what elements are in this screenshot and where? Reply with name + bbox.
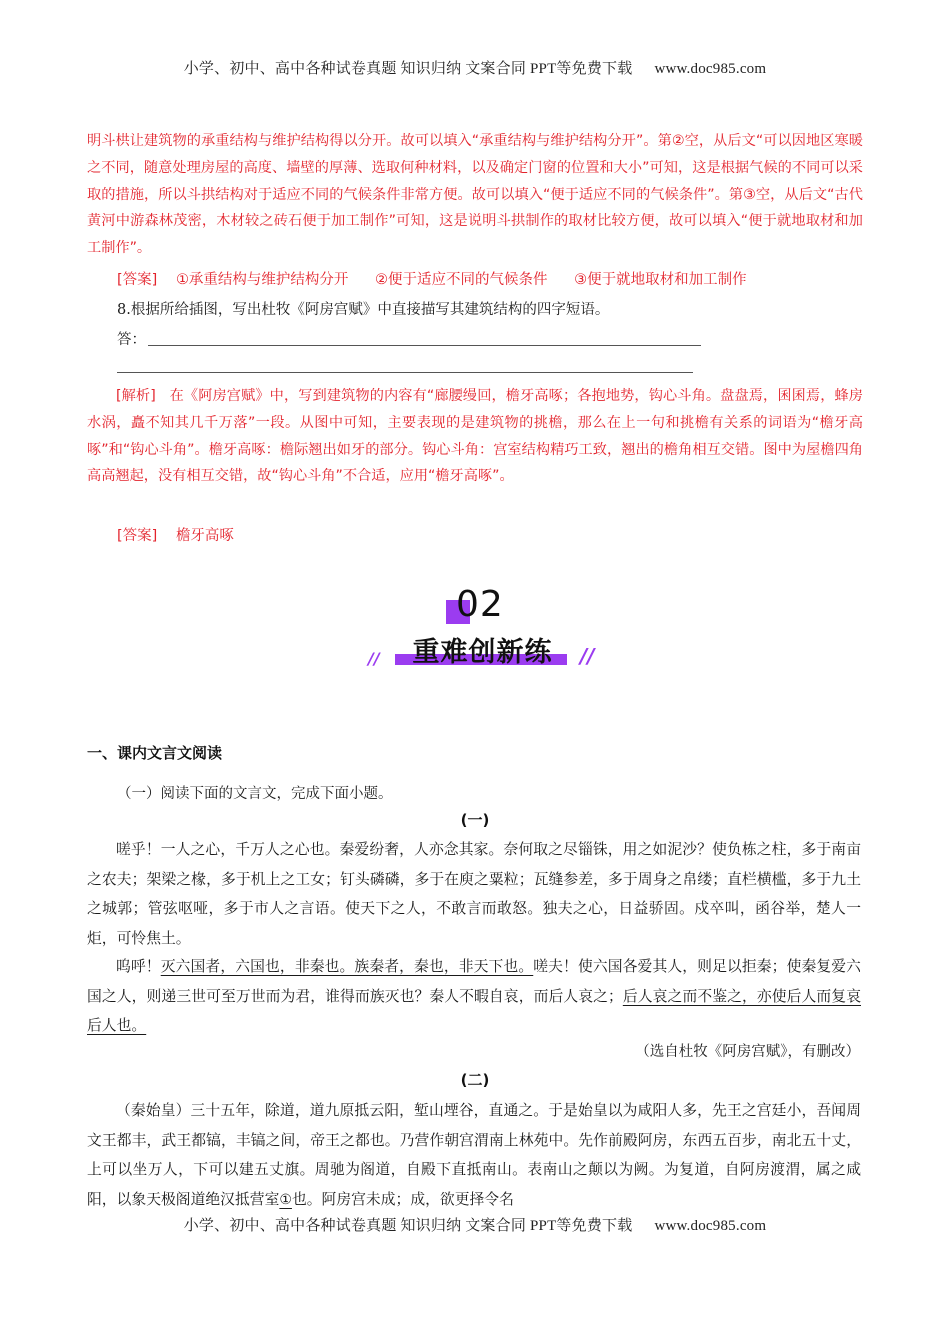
underlined-sentence-2: 后人哀之而不鉴之，亦使后人而复哀后人也。 [87, 987, 861, 1034]
decorative-slash-icon: // [368, 649, 380, 668]
q8-answer-prefix: 答： [117, 332, 146, 348]
header-text: 小学、初中、高中各种试卷真题 知识归纳 文案合同 PPT等免费下载 [183, 61, 633, 77]
q7-analysis-continued: 明斗栱让建筑物的承重结构与维护结构得以分开。故可以填入“承重结构与维护结构分开”。第②空，从后文“可以因地区寒暖之不同，随意处理房屋的高度、墙壁的厚薄、选取何种材料，以及确定门窗的位置和大小”可知，这是根据气候的不同可以采取的措施，所以斗拱结构对于适应不同的气候条件非常方便。故可以填入“便于适应不同的气候条件”。第③空，从后文“古代黄河中游森林茂密，木材较之砖石便于加工制作”可知，这是说明斗拱制作的取材比较方便，故可以填入“便于就地取材和加工制作”。 [87, 133, 863, 257]
q8-analysis [87, 383, 863, 490]
q8-answer [117, 524, 234, 545]
answer-blank-line-2[interactable] [117, 372, 693, 373]
passage-1-paragraph-2 [87, 952, 861, 1041]
passage-2-paragraph-1 [87, 1096, 861, 1215]
analysis-text: 在《阿房宫赋》中，写到建筑物的内容有“廊腰缦回，檐牙高啄；各抱地势，钩心斗角。盘盘焉，囷囷焉，蜂房水涡，矗不知其几千万落”一段。从图中可知，主要表现的是建筑物的挑檐，那么在上一句和挑檐有关系的词语为“檐牙高啄”和“钩心斗角”。檐牙高啄：檐际翘出如牙的部分。钩心斗角：宫室结构精巧工致，翘出的檐角相互交错。图中为屋檐四角高高翘起，没有相互交错，故“钩心斗角”不合适，应用“檐牙高啄”。 [87, 388, 863, 485]
passage-1-title: (一) [460, 811, 490, 829]
text-segment: 嗟夫！使六国各爱其人，则足以拒秦；使秦复爱六国之人，则递三世可至万世而为君，谁得而族灭也？秦人不暇自哀，而后人哀之； [87, 958, 861, 1005]
q7-answer [117, 268, 747, 289]
footer-text: 小学、初中、高中各种试卷真题 知识归纳 文案合同 PPT等免费下载 [183, 1218, 633, 1234]
text-segment: 也。阿房宫未成；成，欲更择令名 [291, 1190, 514, 1208]
section-heading: 一、课内文言文阅读 [87, 744, 223, 762]
footer-site-link[interactable]: www.doc985.com [654, 1218, 767, 1234]
section-title: 重难创新练 [412, 637, 553, 668]
page-header [0, 57, 950, 78]
analysis-label: [解析] [116, 388, 156, 404]
text-segment: （秦始皇）三十五年，除道，道九原抵云阳，堑山堙谷，直通之。于是始皇以为咸阳人多，先王之宫廷小，吾闻周文王都丰，武王都镐，丰镐之间，帝王之都也。乃营作朝宫渭南上林苑中。先作前殿阿房，东西五百步，南北五十丈，上可以坐万人，下可以建五丈旗。周驰为阁道，自殿下直抵南山。表南山之颠以为阙。为复道，自阿房渡渭，属之咸阳，以象天极阁道绝汉抵营室 [87, 1102, 861, 1208]
answer-item-1: ①承重结构与维护结构分开 [175, 272, 349, 288]
passage-1-paragraph-1: 嗟乎！一人之心，千万人之心也。秦爱纷奢，人亦念其家。奈何取之尽锱铢，用之如泥沙？使负栋之柱，多于南亩之农夫；架梁之椽，多于机上之工女；钉头磷磷，多于在庾之粟粒；瓦缝参差，多于周身之帛缕；直栏横槛，多于九土之城郭；管弦呕哑，多于市人之言语。使天下之人，不敢言而敢怒。独夫之心，日益骄固。戍卒叫，函谷举，楚人一炬，可怜焦土。 [87, 841, 861, 947]
footnote-marker[interactable]: ① [279, 1191, 292, 1208]
answer-text: 檐牙高啄 [175, 528, 234, 544]
passage-1-source: （选自杜牧《阿房宫赋》，有删改） [635, 1044, 860, 1060]
q8-question: 8.根据所给插图，写出杜牧《阿房宫赋》中直接描写其建筑结构的四字短语。 [117, 302, 610, 318]
section-badge [360, 580, 595, 675]
reading-instruction: （一）阅读下面的文言文，完成下面小题。 [117, 786, 393, 802]
answer-item-2: ②便于适应不同的气候条件 [375, 272, 548, 288]
answer-label: [答案] [117, 272, 158, 288]
answer-item-3: ③便于就地取材和加工制作 [574, 272, 747, 288]
passage-2-title: (二) [460, 1071, 490, 1089]
decorative-slash-icon: // [580, 644, 595, 668]
page-footer [0, 1214, 950, 1235]
answer-blank-line-1[interactable] [148, 345, 701, 346]
text-segment: 呜呼！ [116, 958, 161, 975]
answer-label: [答案] [117, 528, 158, 544]
header-site-link[interactable]: www.doc985.com [654, 61, 767, 77]
underlined-sentence-1: 灭六国者，六国也，非秦也。族秦者，秦也，非天下也。 [160, 958, 534, 975]
section-number: 02 [456, 584, 504, 625]
